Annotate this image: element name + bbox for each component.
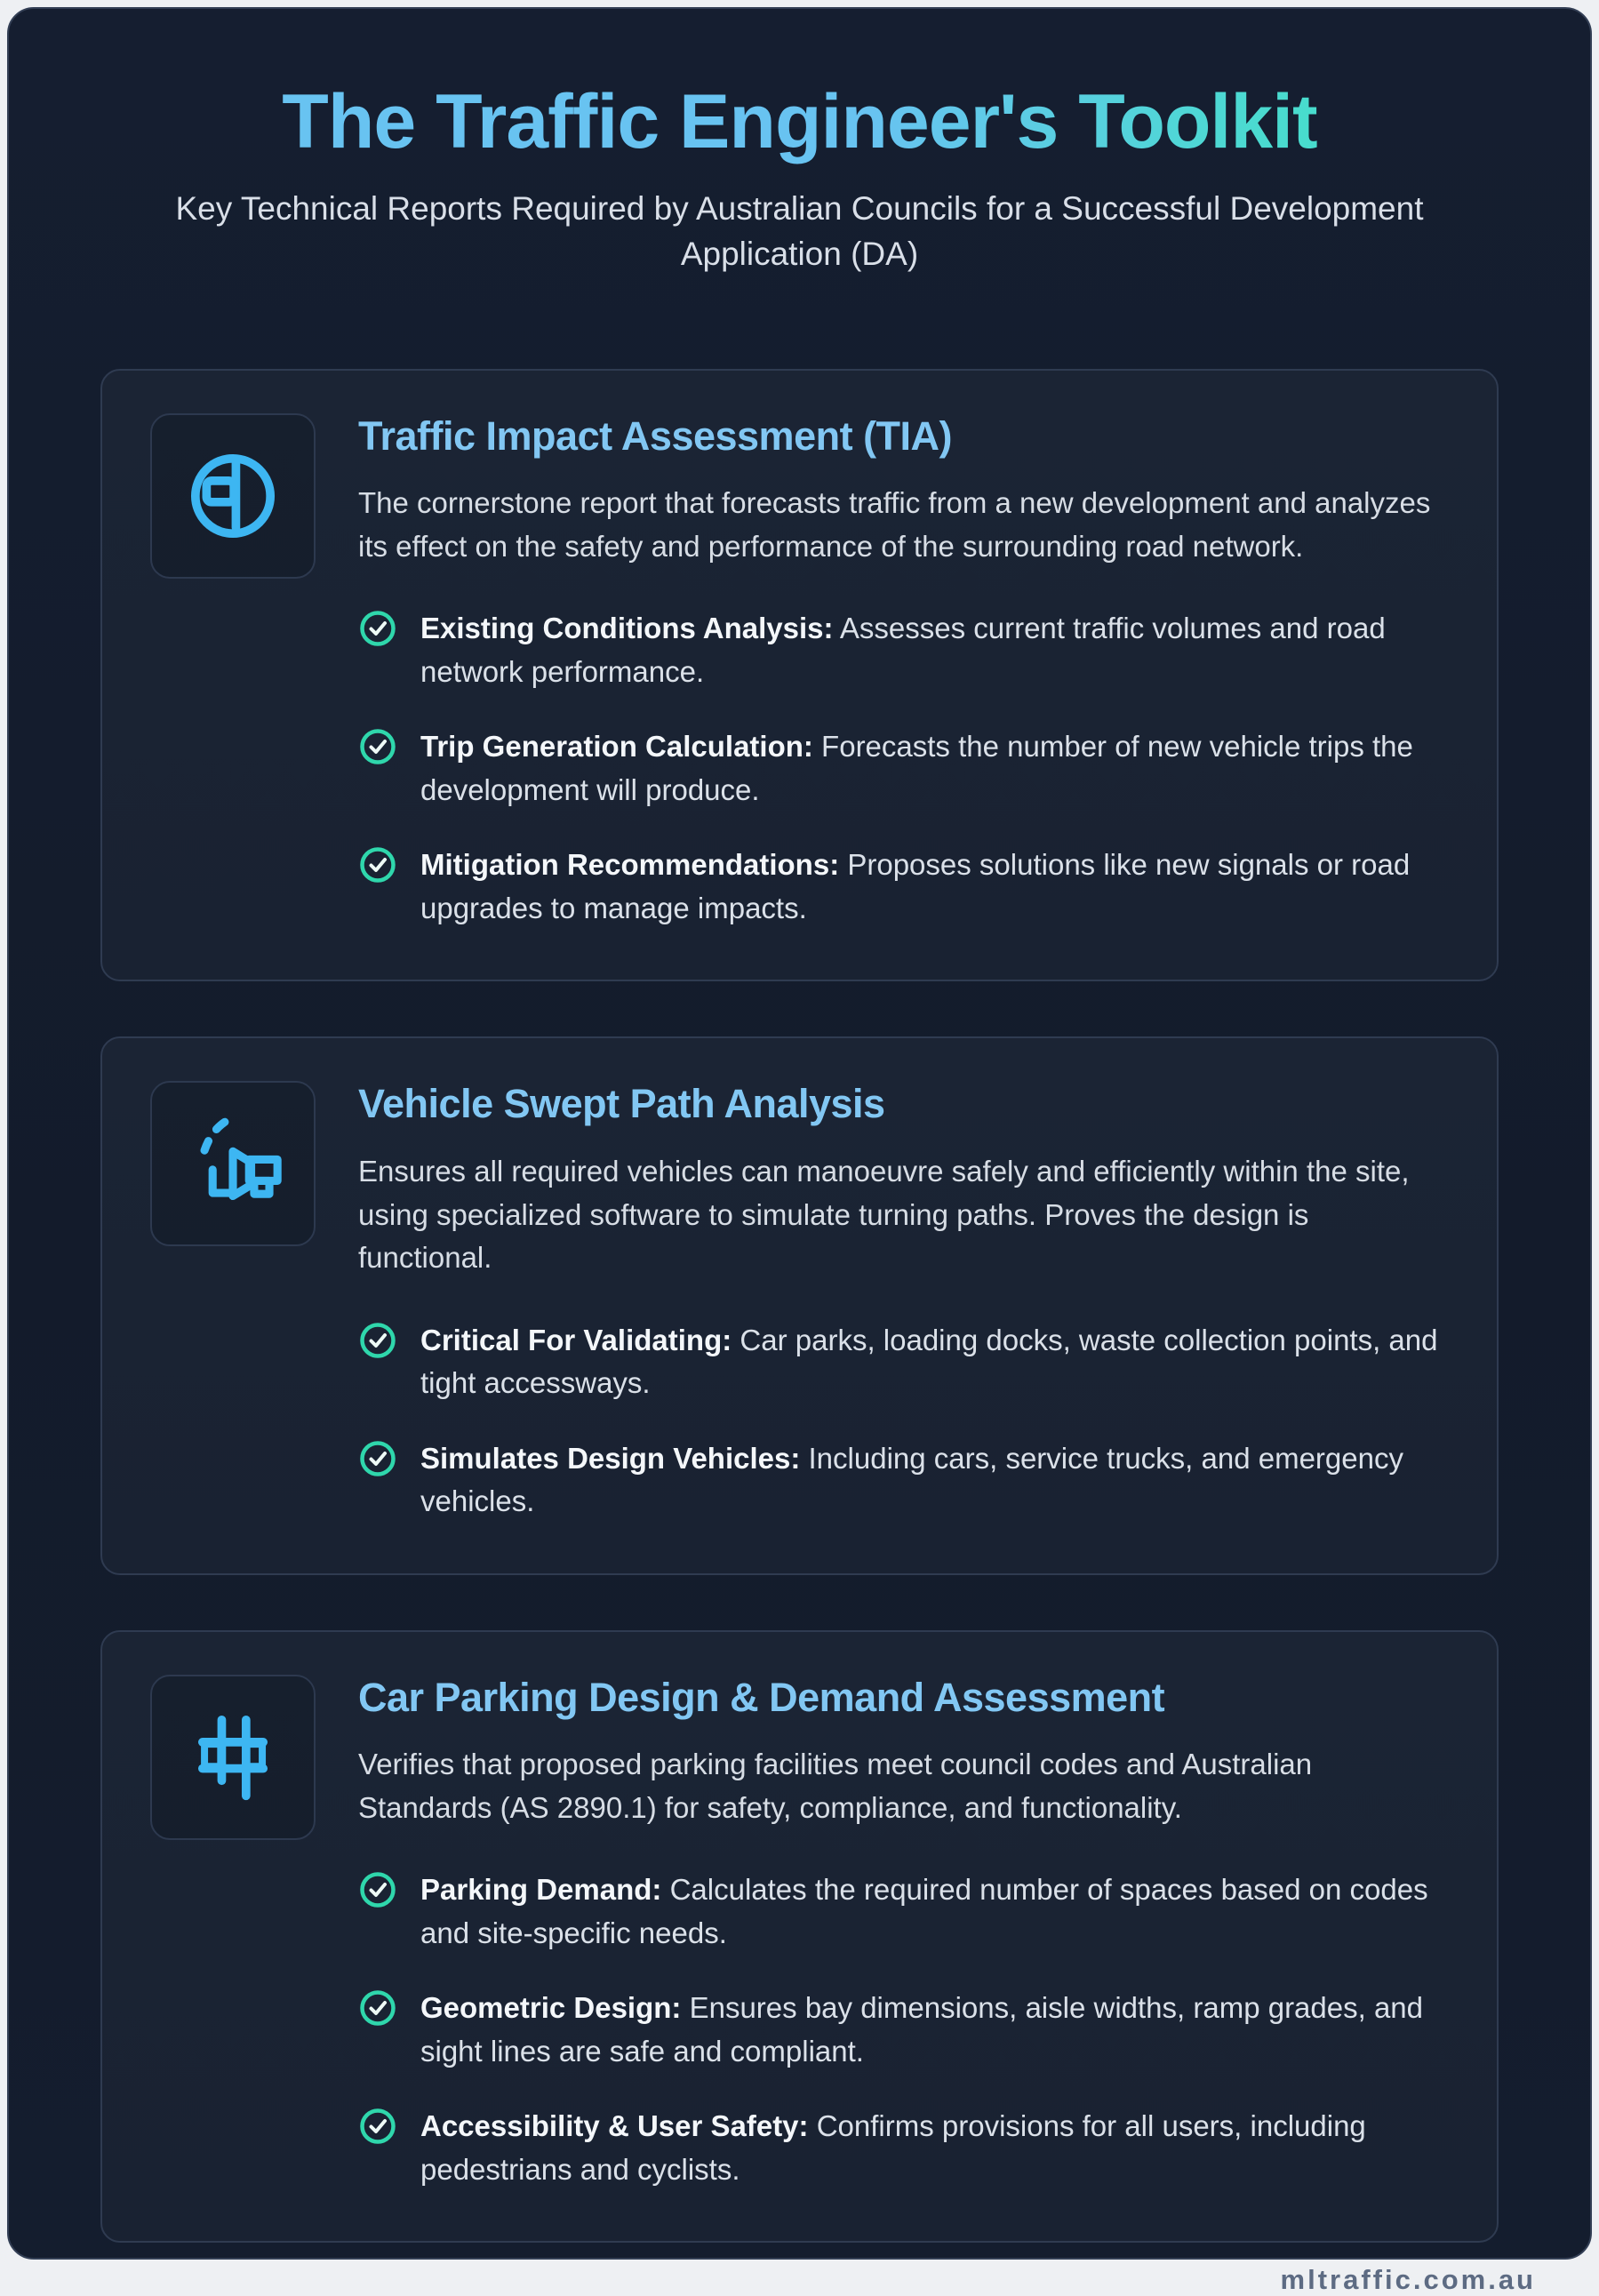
check-icon xyxy=(358,2107,397,2146)
bullet-detail: Confirms provisions for all users, including pedestrians and cyclists. xyxy=(420,2109,1366,2186)
bullet-detail: Including cars, service trucks, and emergency vehicles. xyxy=(420,1441,1403,1518)
bullet-list xyxy=(358,1319,1449,1524)
check-icon xyxy=(358,1321,397,1360)
check-icon xyxy=(358,609,397,648)
bullet-list xyxy=(358,607,1449,930)
bullet-text-block xyxy=(420,1868,1449,1955)
cards-container xyxy=(100,369,1499,2244)
bullet-lead: Trip Generation Calculation: xyxy=(420,730,813,764)
bullet-lead: Simulates Design Vehicles: xyxy=(420,1441,801,1475)
bullet-item xyxy=(358,2105,1449,2191)
bullet-text-block xyxy=(420,1319,1449,1405)
card-icon-box xyxy=(150,1675,316,1840)
card-description: Verifies that proposed parking facilities meet council codes and Australian Standards (AS 2890.1) for safety, compliance, and functionality. xyxy=(358,1748,1313,1824)
bullet-detail: Forecasts the number of new vehicle trips the development will produce. xyxy=(420,730,1413,806)
infographic-panel xyxy=(7,7,1592,2296)
page-title: The Traffic Engineer's Toolkit xyxy=(80,80,1520,164)
bullet-detail: Proposes solutions like new signals or road upgrades to manage impacts. xyxy=(420,848,1411,924)
bullet-text-block xyxy=(420,1987,1449,2073)
footer-url: mltraffic.com.au xyxy=(1280,2264,1536,2296)
bullet-lead: Geometric Design: xyxy=(420,1991,682,2025)
traffic-sign-icon xyxy=(182,445,284,547)
bullet-item xyxy=(358,1868,1449,1955)
bullet-detail: Calculates the required number of spaces based on codes and site-specific needs. xyxy=(420,1873,1428,1949)
check-icon xyxy=(358,1988,397,2028)
bullet-item xyxy=(358,844,1449,930)
card-body xyxy=(358,1675,1449,2192)
card-title: Car Parking Design & Demand Assessment xyxy=(358,1674,1165,1720)
card-body xyxy=(358,1081,1449,1523)
card-icon-box xyxy=(150,1081,316,1246)
report-card xyxy=(100,1630,1499,2244)
bullet-item xyxy=(358,1319,1449,1405)
parking-grid-icon xyxy=(182,1707,284,1808)
bullet-text-block xyxy=(420,607,1449,693)
bullet-list xyxy=(358,1868,1449,2191)
bullet-lead: Accessibility & User Safety: xyxy=(420,2109,809,2143)
card-icon-box xyxy=(150,413,316,579)
bullet-item xyxy=(358,1987,1449,2073)
report-card xyxy=(100,369,1499,982)
bullet-text-block xyxy=(420,2105,1449,2191)
swept-path-truck-icon xyxy=(182,1113,284,1214)
check-icon xyxy=(358,845,397,884)
bullet-detail: Assesses current traffic volumes and road network performance. xyxy=(420,612,1386,688)
card-body xyxy=(358,413,1449,931)
check-icon xyxy=(358,1870,397,1909)
bullet-item xyxy=(358,725,1449,812)
card-description: The cornerstone report that forecasts traffic from a new development and analyzes its effect on the safety and performance of the surrounding road network. xyxy=(358,486,1431,563)
bullet-lead: Parking Demand: xyxy=(420,1873,662,1907)
bullet-lead: Mitigation Recommendations: xyxy=(420,848,840,882)
bullet-text-block xyxy=(420,844,1449,930)
bullet-lead: Existing Conditions Analysis: xyxy=(420,612,834,645)
bullet-item xyxy=(358,1437,1449,1524)
bullet-detail: Car parks, loading docks, waste collection points, and tight accessways. xyxy=(420,1323,1438,1400)
page-subtitle: Key Technical Reports Required by Australian Councils for a Successful Development Application (DA) xyxy=(175,189,1424,272)
report-card xyxy=(100,1036,1499,1574)
check-icon xyxy=(358,727,397,766)
bullet-detail: Ensures bay dimensions, aisle widths, ramp grades, and sight lines are safe and compliant. xyxy=(420,1991,1424,2068)
bullet-item xyxy=(358,607,1449,693)
bullet-lead: Critical For Validating: xyxy=(420,1323,732,1356)
card-description: Ensures all required vehicles can manoeuvre safely and efficiently within the site, using specialized software to simulate turning paths. Proves the design is functional. xyxy=(358,1155,1410,1275)
card-title: Vehicle Swept Path Analysis xyxy=(358,1081,885,1127)
check-icon xyxy=(358,1439,397,1478)
bullet-text-block xyxy=(420,725,1449,812)
card-title: Traffic Impact Assessment (TIA) xyxy=(358,412,953,459)
bullet-text-block xyxy=(420,1437,1449,1524)
